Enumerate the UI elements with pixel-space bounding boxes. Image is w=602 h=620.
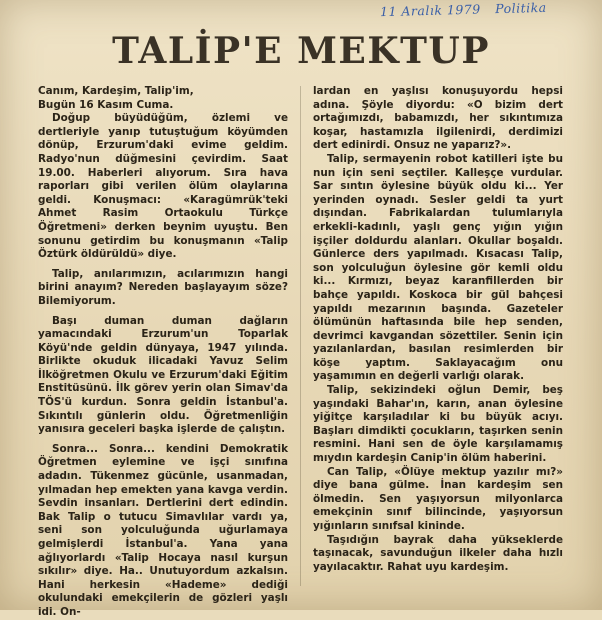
paragraph: lardan en yaşlısı konuşuyordu hepsi adına. Şöyle diyordu: «O bizim dert ortağımızdı, babamızdı, her sıkıntımıza koşar, hastamızla ilgilenirdi, derdimizi dert edinirdi. Onsuz ne yaparız?». (313, 85, 563, 152)
salutation: Canım, Kardeşim, Talip'im, (38, 85, 194, 97)
paragraph: Can Talip, «Ölüye mektup yazılır mı?» diye bana gülme. İnan kardeşim sen ölmedin. Sen yaşıyorsun milyonlarca emekçinin sınıf bilincinde, yaşıyorsun yığınların sınıfsal kininde. (313, 465, 563, 532)
paragraph: Doğup büyüdüğüm, özlemi ve dertleriyle yanıp tutuştuğum köyümden dönüp, Erzurum'daki evime geldim. Radyo'nun düğmesini çevirdim. Saat 19.00. Haberleri alıyorum. Sıra hava raporları gibi verilen ölüm olaylarına geldi. Konuşmacı: «Karagümrük'teki Ahmet Rasim Ortaokulu Türkçe Öğretmeni» derken beynim uyuştu. Ben sonunu getirdim bu konuşmanın «Talip Öztürk öldürüldü» diye. (38, 112, 288, 261)
paragraph: Başı duman duman dağların yamacındaki Erzurum'un Toparlak Köyü'nde geldin dünyaya, 1947 yılında. Birlikte okuduk ilicadaki Yavuz Selim İlköğretmen Okulu ve Erzurum'daki Eğitim Enstitüsünü. İlk görev yerin olan Simav'da TÖS'ü kurdun. Sonra geldin İstanbul'a. Sıkıntılı günlerin oldu. Öğretmenliğin yanısıra geceleri başka işlerde de çalıştın. (38, 314, 288, 436)
column-divider (300, 86, 301, 586)
paragraph: Talip, sermayenin robot katilleri işte bu nun için seni seçtiler. Kalleşçe vurdular. Sar sıntın öylesine büyük oldu ki... Yer yerinden oynadı. Sesler geldi ta yurt dışından. Fabrikalardan tulumlarıyla erkekli-kadınlı, yaşlı genç yığın yığın işçiler doldurdu alanları. Okullar boşaldı. Günlerce ders yapılmadı. Kısacası Talip, son yolculuğun öylesine gör kemli oldu ki... Kırmızı, beyaz karanfillerden bir bahçe yapıldı. Koskoca bir gül bahçesi yapıldı mezarının başında. Gazeteler ölümünün haftasında bile hep senden, devrimci kavgandan sözettiler. Senin için yazılanlardan, basılan resimlerden bir köşe yaptım. Saklayacağım onu yaşamımın en değerli varlığı olarak. (313, 152, 563, 383)
article-left-column (38, 85, 288, 620)
date-line: Bugün 16 Kasım Cuma. (38, 98, 174, 111)
handwritten-note (380, 0, 547, 19)
paragraph: Taşıdığın bayrak daha yükseklerde taşınacak, savunduğun ilkeler daha hızlı yayılacaktır. Rahat uyu kardeşim. (313, 533, 563, 573)
article-right-column (313, 85, 563, 574)
handwritten-source: Politika (494, 0, 547, 17)
handwritten-date: 11 Aralık 1979 (379, 1, 481, 20)
paragraph: Talip, anılarımızın, acılarımızın hangi birini anayım? Nereden başlayayım söze? Bilemiyorum. (38, 267, 288, 307)
paragraph: Sonra... Sonra... kendini Demokratik Öğretmen eylemine ve işçi sınıfına adadın. Tükenmez gücünle, usanmadan, yılmadan hep emekten yana kavga verdin. Sevdin insanları. Dertlerini dert edindin. Bak Talip o tutucu Simavlılar vardı ya, seni son yolculuğunda uğurlamaya gelmişlerdi İstanbul'a. Yana yana ağlıyorlardı «Talip Hocaya nasıl kurşun sıkılır» diye. Ha.. Unutuyordum azkalsın. Hani herkesin «Hademe» dediği okulundaki emekçilerin de gözleri yaşlı idi. On- (38, 442, 288, 618)
article-headline: TALİP'E MEKTUP (112, 30, 490, 72)
paragraph: Talip, sekizindeki oğlun Demir, beş yaşındaki Bahar'ın, karın, anan öylesine yiğitçe karşıladılar ki bu büyük acıyı. Başları dimdikti çocukların, taşırken senin resmini. Hani sen de öyle karşılamamış mıydın kardeşin Canip'in ölüm haberini. (313, 384, 563, 465)
